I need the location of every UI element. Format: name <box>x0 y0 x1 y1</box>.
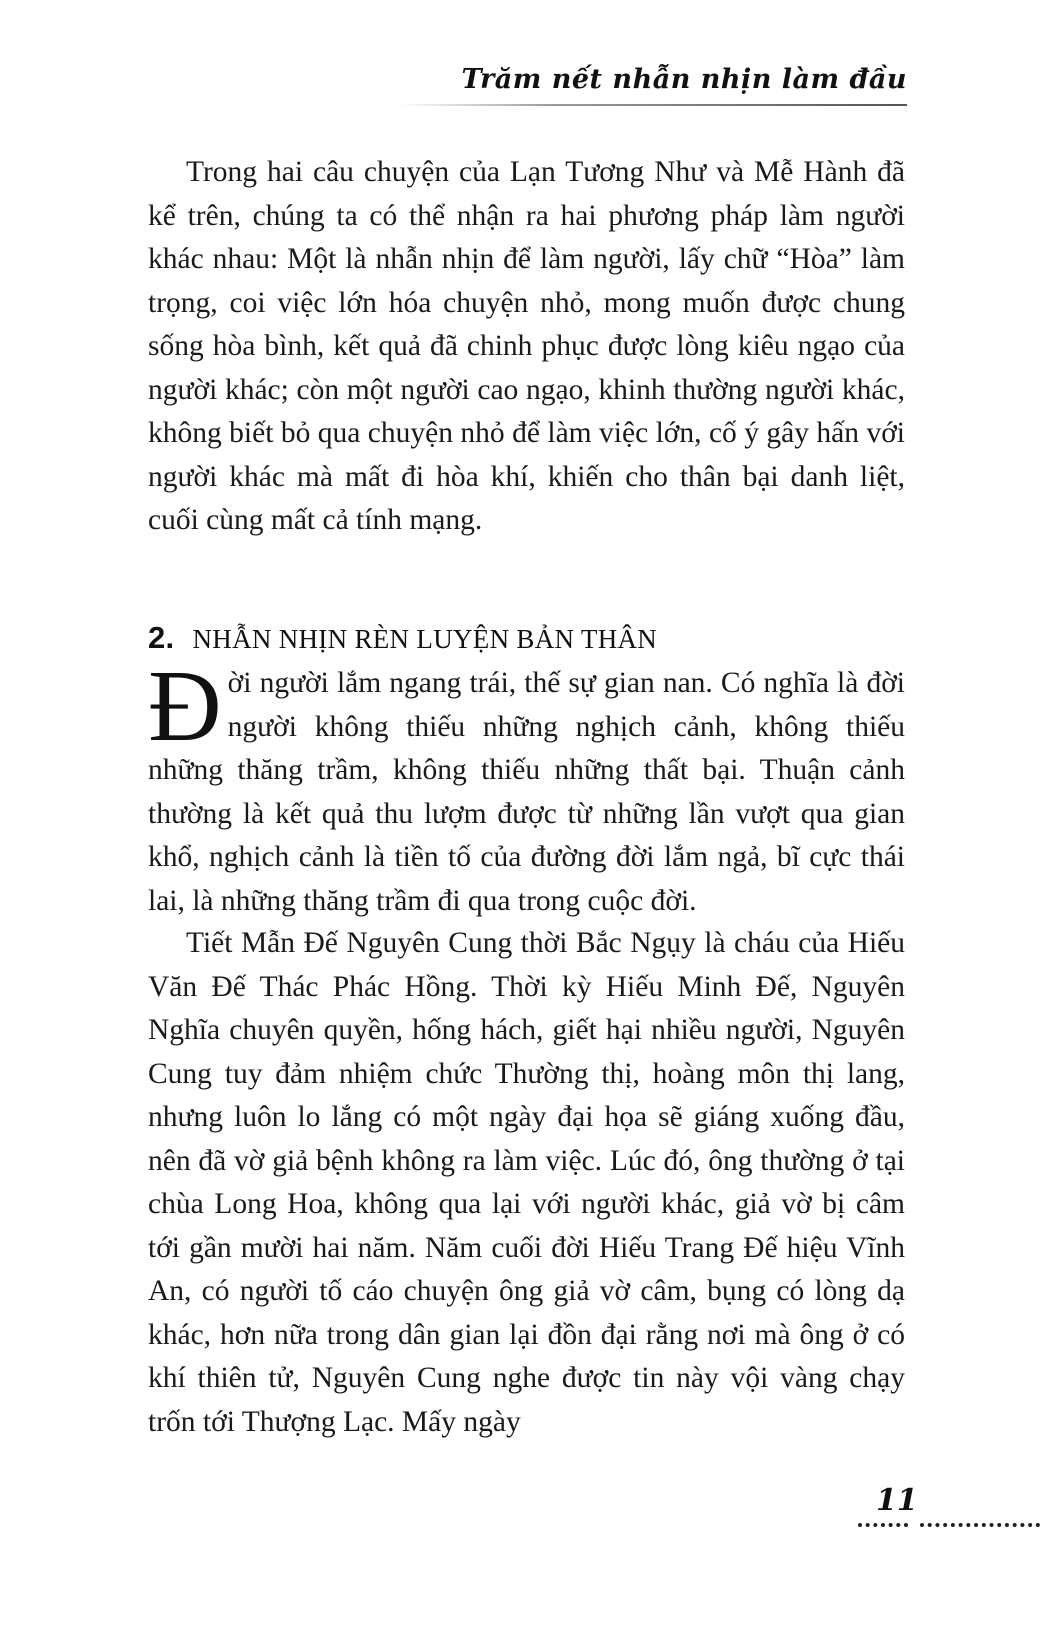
page-number: 11 <box>876 1483 918 1518</box>
section-number: 2. <box>148 620 175 655</box>
running-header-title: Trăm nết nhẫn nhịn làm đầu <box>461 64 907 95</box>
section-opening-block <box>148 650 905 923</box>
header-rule <box>400 104 907 106</box>
intro-paragraph: Trong hai câu chuyện của Lạn Tương Như và Mễ Hành đã kể trên, chúng ta có thể nhận ra hai phương pháp làm người khác nhau: Một là nhẫn nhịn để làm người, lấy chữ “Hòa” làm trọng, coi việc lớn hóa chuyện nhỏ, mong muốn được chung sống hòa bình, kết quả đã chinh phục được lòng kiêu ngạo của người khác; còn một người cao ngạo, khinh thường người khác, không biết bỏ qua chuyện nhỏ để làm việc lớn, cố ý gây hấn với người khác mà mất đi hòa khí, khiến cho thân bại danh liệt, cuối cùng mất cả tính mạng. <box>148 156 905 536</box>
section-title: NHẪN NHỊN RÈN LUYỆN BẢN THÂN <box>192 624 658 654</box>
section-opening-paragraph <box>148 650 905 923</box>
drop-cap: Đ <box>148 650 222 763</box>
section-heading <box>148 620 657 656</box>
story-paragraph: Tiết Mẫn Đế Nguyên Cung thời Bắc Ngụy là cháu của Hiếu Văn Đế Thác Phác Hồng. Thời kỳ Hiếu Minh Đế, Nguyên Nghĩa chuyên quyền, hống hách, giết hại nhiều người, Nguyên Cung tuy đảm nhiệm chức Thường thị, hoàng môn thị lang, nhưng luôn lo lắng có một ngày đại họa sẽ giáng xuống đầu, nên đã vờ giả bệnh không ra làm việc. Lúc đó, ông thường ở tại chùa Long Hoa, không qua lại với người khác, giả vờ bị câm tới gần mười hai năm. Năm cuối đời Hiếu Trang Đế hiệu Vĩnh An, có người tố cáo chuyện ông giả vờ câm, bụng có lòng dạ khác, hơn nữa trong dân gian lại đồn đại rằng nơi mà ông ở có khí thiên tử, Nguyên Cung nghe được tin này vội vàng chạy trốn tới Thượng Lạc. Mấy ngày <box>148 927 905 1438</box>
footer-dots-right <box>920 1523 1040 1527</box>
intro-paragraph-block <box>148 151 905 543</box>
story-paragraph-block <box>148 922 905 1444</box>
footer-dots-left <box>858 1523 908 1527</box>
section-opening-text: ời người lắm ngang trái, thế sự gian nan. Có nghĩa là đời người không thiếu những nghịch cảnh, không thiếu những thăng trầm, không thiếu những thất bại. Thuận cảnh thường là kết quả thu lượm được từ những lần vượt qua gian khổ, nghịch cảnh là tiền tố của đường đời lắm ngả, bĩ cực thái lai, là những thăng trầm đi qua trong cuộc đời. <box>148 667 905 917</box>
